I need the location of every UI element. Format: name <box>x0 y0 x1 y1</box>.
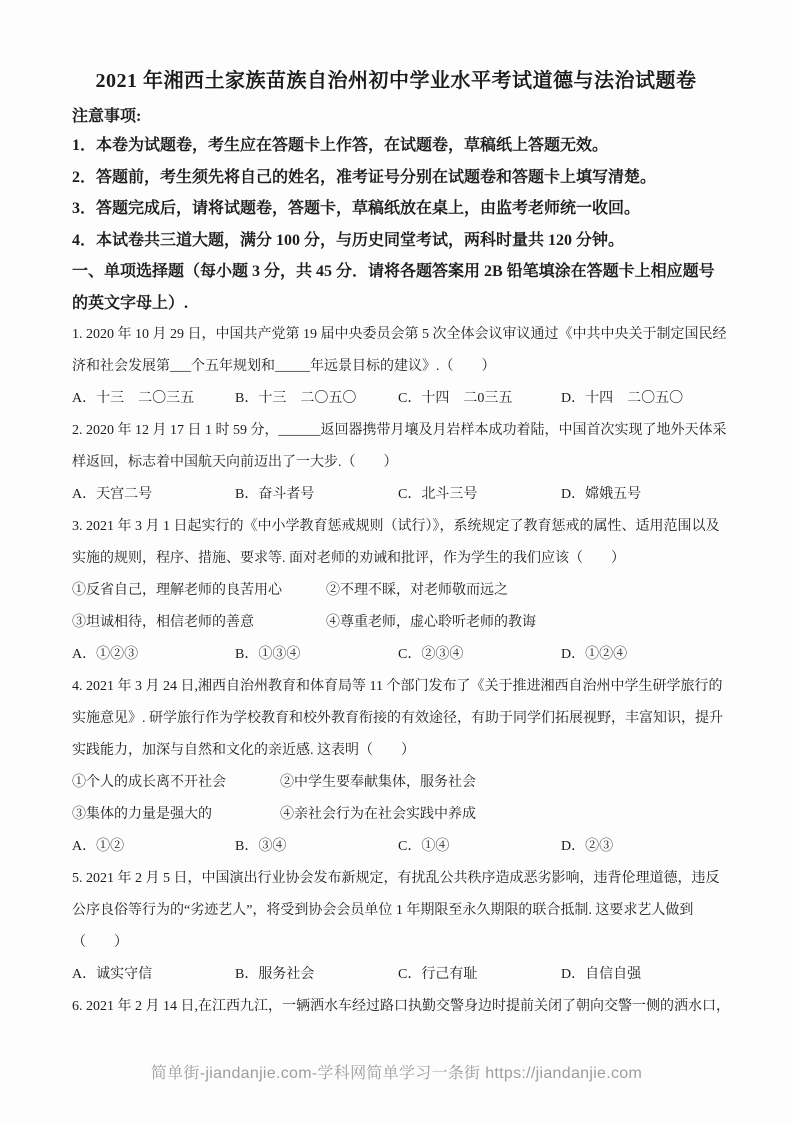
question-2-option-d: D．嫦娥五号 <box>561 487 642 502</box>
question-3-line-2: 实施的规则，程序、措施、要求等. 面对老师的劝诫和批评，作为学生的我们应该（ ） <box>72 551 625 566</box>
question-1-option-b: B．十三 二〇五〇 <box>235 391 357 406</box>
question-4-subitem-3: ③集体的力量是强大的 <box>72 807 212 822</box>
question-5-line-1: 5. 2021 年 2 月 5 日，中国演出行业协会发布新规定，有扰乱公共秩序造成恶劣影响，违背伦理道德，违反 <box>72 871 720 886</box>
question-4-option-b: B．③④ <box>235 839 287 854</box>
question-1-line-2: 济和社会发展第___个五年规划和_____年远景目标的建议》.（ ） <box>72 359 496 374</box>
question-4-subitem-2: ②中学生要奉献集体，服务社会 <box>280 775 476 790</box>
question-5-options <box>72 959 720 991</box>
question-3-option-d: D．①②④ <box>561 647 628 662</box>
question-4-subitems-row-1 <box>72 767 720 799</box>
question-1-option-c: C．十四 二0三五 <box>398 391 513 406</box>
notice-item-1: 1．本卷为试题卷，考生应在答题卡上作答，在试题卷，草稿纸上答题无效。 <box>72 137 609 154</box>
section-heading-line-2: 的英文字母上）. <box>72 294 189 312</box>
question-2-option-a: A．天宫二号 <box>72 487 153 502</box>
question-6 <box>72 991 730 1023</box>
question-2-option-b: B．奋斗者号 <box>235 487 315 502</box>
question-5-line-2: 公序良俗等行为的“劣迹艺人”，将受到协会会员单位 1 年期限至永久期限的联合抵制. 这要求艺人做到 <box>72 903 694 918</box>
question-4-option-c: C．①④ <box>398 839 450 854</box>
question-5-line-3: （ ） <box>72 935 128 950</box>
notice-item-3: 3．答题完成后，请将试题卷，答题卡，草稿纸放在桌上，由监考老师统一收回。 <box>72 200 641 217</box>
question-4-subitems-row-2 <box>72 799 720 831</box>
question-2-options <box>72 479 720 511</box>
page-title: 2021 年湘西土家族苗族自治州初中学业水平考试道德与法治试题卷 <box>95 70 697 92</box>
question-4-option-a: A．①② <box>72 839 125 854</box>
question-4-line-1: 4. 2021 年 3 月 24 日,湘西自治州教育和体育局等 11 个部门发布了《关于推进湘西自治州中学生研学旅行的 <box>72 679 723 694</box>
question-3-subitem-4: ④尊重老师，虚心聆听老师的教诲 <box>326 615 536 630</box>
question-3-option-a: A．①②③ <box>72 647 139 662</box>
question-4-option-d: D．②③ <box>561 839 614 854</box>
question-5-option-a: A．诚实守信 <box>72 967 153 982</box>
question-1-option-d: D．十四 二〇五〇 <box>561 391 684 406</box>
footer-watermark-link[interactable]: 简单街-jiandanjie.com-学科网简单学习一条街 https://jiandanjie.com <box>150 1065 643 1082</box>
question-5-option-d: D．自信自强 <box>561 967 642 982</box>
notice-heading: 注意事项: <box>72 108 142 125</box>
question-1-options <box>72 383 720 415</box>
footer-watermark <box>0 1060 793 1083</box>
question-4-options <box>72 831 720 863</box>
question-2-line-2: 样返回，标志着中国航天向前迈出了一大步.（ ） <box>72 455 398 470</box>
question-3 <box>72 511 720 671</box>
notice-item-2: 2．答题前，考生须先将自己的姓名，准考证号分别在试题卷和答题卡上填写清楚。 <box>72 168 657 186</box>
question-3-line-1: 3. 2021 年 3 月 1 日起实行的《中小学教育惩戒规则（试行）》，系统规定了教育惩戒的属性、适用范围以及 <box>72 519 720 534</box>
question-5 <box>72 863 720 991</box>
question-2-line-1: 2. 2020 年 12 月 17 日 1 时 59 分，______返回器携带月壤及月岩样本成功着陆，中国首次实现了地外天体采 <box>72 423 727 438</box>
question-3-option-c: C．②③④ <box>398 647 464 662</box>
section-heading-line-1: 一、单项选择题（每小题 3 分，共 45 分．请将各题答案用 2B 铅笔填涂在答题卡上相应题号 <box>72 263 715 280</box>
question-3-subitems-row-2 <box>72 607 720 639</box>
question-6-line-1: 6. 2021 年 2 月 14 日,在江西九江，一辆洒水车经过路口执勤交警身边时提前关闭了朝向交警一侧的洒水口， <box>72 999 730 1014</box>
question-5-option-c: C．行己有耻 <box>398 967 478 982</box>
question-4-line-3: 实践能力，加深与自然和文化的亲近感. 这表明（ ） <box>72 743 415 758</box>
question-1-option-a: A．十三 二〇三五 <box>72 391 195 406</box>
question-3-option-b: B．①③④ <box>235 647 301 662</box>
question-4-subitem-1: ①个人的成长离不开社会 <box>72 775 226 790</box>
question-3-subitem-2: ②不理不睬，对老师敬而远之 <box>326 583 508 598</box>
question-3-options <box>72 639 720 671</box>
question-5-option-b: B．服务社会 <box>235 967 315 982</box>
question-3-subitem-1: ①反省自己，理解老师的良苦用心 <box>72 583 282 598</box>
notice-item-4: 4．本试卷共三道大题，满分 100 分，与历史同堂考试，两科时量共 120 分钟。 <box>72 231 625 249</box>
question-4-subitem-4: ④亲社会行为在社会实践中养成 <box>280 807 476 822</box>
question-2 <box>72 415 727 511</box>
question-1-line-1: 1. 2020 年 10 月 29 日，中国共产党第 19 届中央委员会第 5 次全体会议审议通过《中共中央关于制定国民经 <box>72 327 727 342</box>
question-3-subitems-row-1 <box>72 575 720 607</box>
question-3-subitem-3: ③坦诚相待，相信老师的善意 <box>72 615 254 630</box>
question-2-option-c: C．北斗三号 <box>398 487 478 502</box>
question-4 <box>72 671 723 863</box>
question-1 <box>72 319 727 415</box>
question-4-line-2: 实施意见》. 研学旅行作为学校教育和校外教育衔接的有效途径，有助于同学们拓展视野，丰富知识，提升 <box>72 711 723 726</box>
